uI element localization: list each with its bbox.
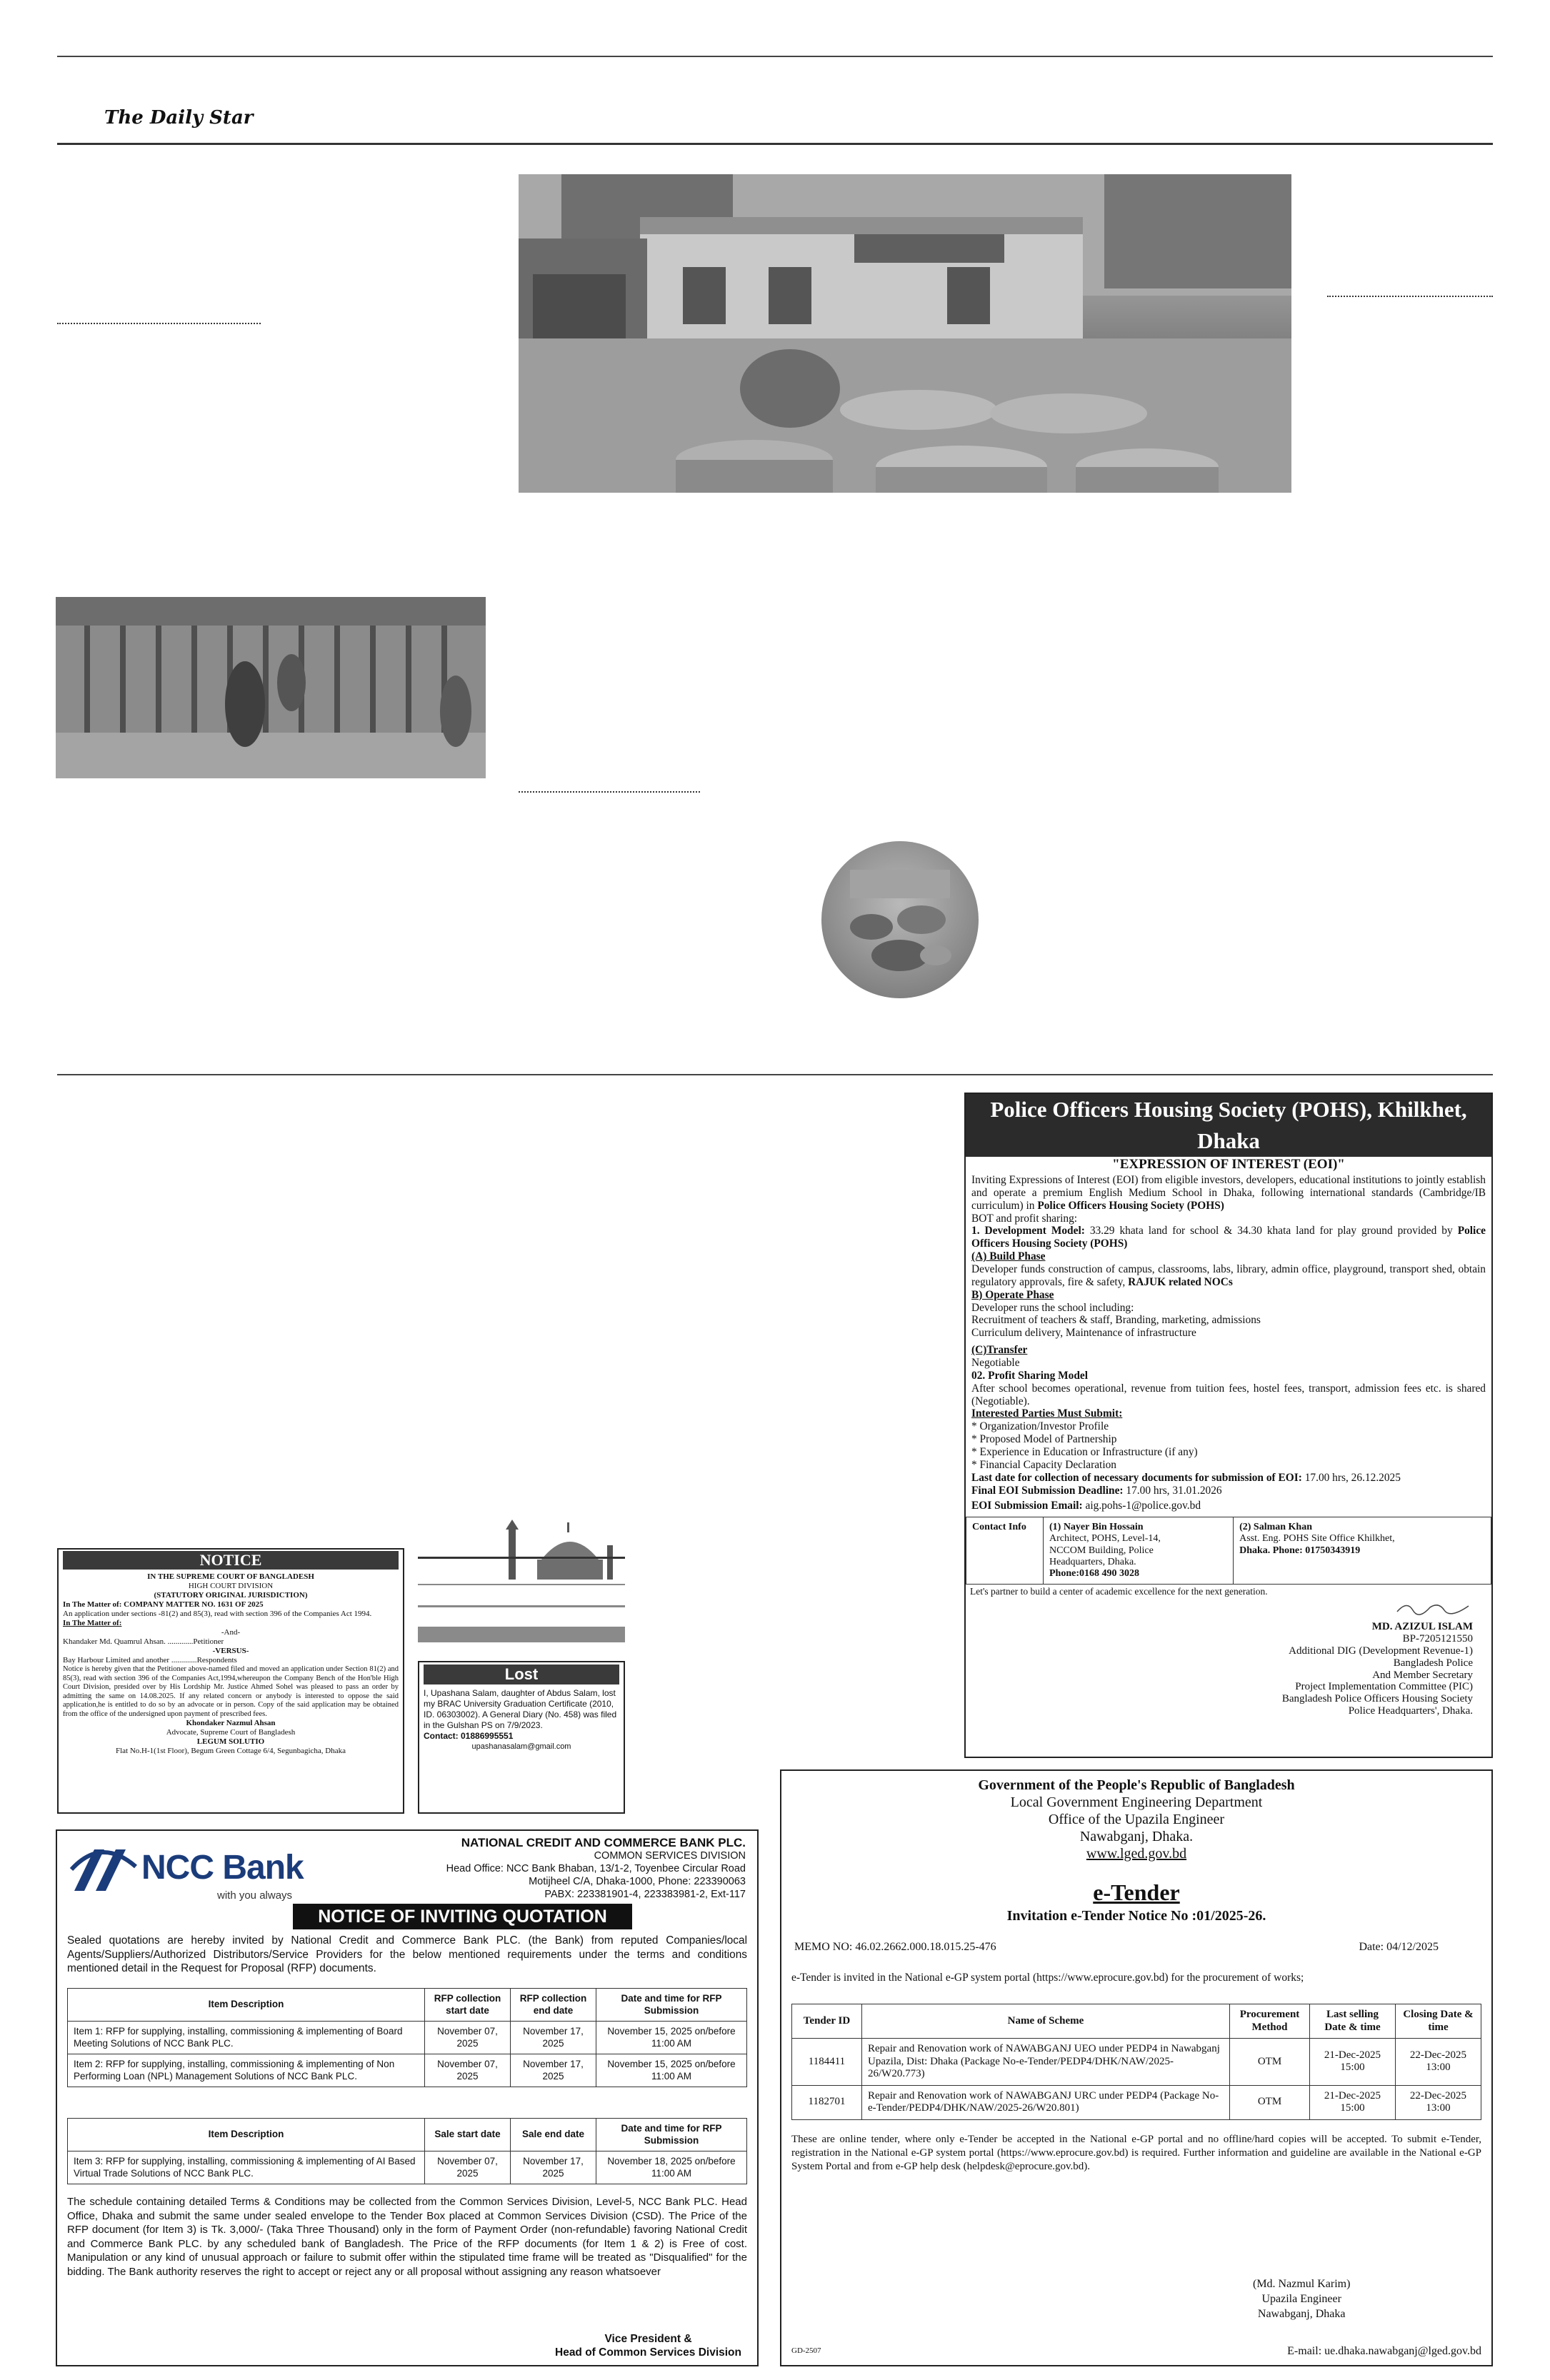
pohs-email-label: EOI Submission Email:: [971, 1500, 1083, 1512]
pohs-dev-text: 33.29 khata land for school & 34.30 khata land for play ground provided by: [1089, 1225, 1453, 1237]
pohs-final-value: 17.00 hrs, 31.01.2026: [1126, 1484, 1222, 1497]
ncc-t1-r1-c1: November 07, 2025: [425, 2054, 511, 2087]
pohs-transfer-text: Negotiable: [971, 1357, 1020, 1370]
pohs-submit-2: * Experience in Education or Infrastructure (if any): [971, 1446, 1198, 1459]
lged-h3: Last selling Date & time: [1310, 2004, 1396, 2039]
pohs-signer-6: Bangladesh Police Officers Housing Society: [1281, 1693, 1473, 1705]
lged-place: Nawabganj, Dhaka.: [1079, 1829, 1194, 1844]
ncc-t1-h1: RFP collection start date: [425, 1989, 511, 2022]
mosque-icon: [499, 1520, 617, 1582]
masthead-rule: [57, 143, 1493, 145]
people-queue-photo: [56, 597, 486, 778]
lged-r1-c0: 1182701: [792, 2085, 862, 2119]
ncc-t1-h2: RFP collection end date: [511, 1989, 596, 2022]
pohs-intro: [971, 1174, 1486, 1212]
pohs-signer-1: BP-7205121550: [1402, 1632, 1473, 1645]
pohs-signer-3: Bangladesh Police: [1393, 1657, 1473, 1669]
lged-h1: Name of Scheme: [862, 2004, 1230, 2039]
pohs-build-text: Developer funds construction of campus, classrooms, labs, library, admin office, playground, transport shed, obtain regulatory approvals, fire & safety,: [971, 1263, 1486, 1288]
pohs-final-label: Final EOI Submission Deadline:: [971, 1484, 1124, 1497]
pohs-signer-2: Additional DIG (Development Revenue-1): [1289, 1645, 1473, 1657]
table-row: [68, 2054, 747, 2087]
pohs-c2-2: Dhaka. Phone: 01750343919: [1239, 1545, 1361, 1556]
lost-notice: [418, 1661, 625, 1814]
ncc-address-2: Motijheel C/A, Dhaka-1000, Phone: 223390063: [529, 1876, 746, 1887]
pohs-signer-4: And Member Secretary: [1372, 1669, 1473, 1681]
pohs-profit-head: 02. Profit Sharing Model: [971, 1369, 1089, 1382]
pohs-operate-head: B) Operate Phase: [971, 1288, 1054, 1301]
table-row: [792, 2085, 1481, 2119]
pohs-submit-head: Interested Parties Must Submit:: [971, 1407, 1123, 1420]
ncc-t1-r1-c0: Item 2: RFP for supplying, installing, commissioning & implementing of Non Performing Loan (NPL) Management Solutions of NCC Bank PLC.: [68, 2054, 425, 2087]
lged-r0-c3: 21-Dec-2025 15:00: [1310, 2039, 1396, 2086]
lged-gov: Government of the People's Republic of Bangladesh: [978, 1777, 1295, 1793]
pohs-submit-0: * Organization/Investor Profile: [971, 1420, 1109, 1433]
court-line-11: Khondaker Nazmul Ahsan: [186, 1719, 276, 1727]
court-line-1: HIGH COURT DIVISION: [188, 1582, 274, 1590]
ncc-t2-h0: Item Description: [68, 2119, 425, 2151]
lged-tender-table: [791, 2004, 1481, 2120]
ncc-sign-2: Head of Common Services Division: [555, 2346, 741, 2359]
court-line-2: (STATUTORY ORIGINAL JURISDICTION): [154, 1591, 308, 1600]
gray-bar-4: [418, 1627, 625, 1642]
court-line-6: -And-: [221, 1628, 241, 1637]
ncc-t2-r0-c3: November 18, 2025 on/before 11:00 AM: [596, 2151, 747, 2184]
court-line-8: -VERSUS-: [212, 1647, 249, 1655]
ncc-brand: NCC Bank: [141, 1849, 304, 1887]
separator-mid: [519, 791, 700, 793]
pohs-dev-model: [971, 1225, 1486, 1250]
ncc-address-1: Head Office: NCC Bank Bhaban, 13/1-2, Toyenbee Circular Road: [446, 1863, 746, 1874]
lged-sign: [1253, 2276, 1350, 2321]
pohs-title: Police Officers Housing Society (POHS), Khilkhet, Dhaka: [966, 1094, 1491, 1157]
pohs-c1-2: NCCOM Building, Police: [1049, 1545, 1154, 1556]
lged-memo: MEMO NO: 46.02.2662.000.18.015.25-476: [794, 1941, 996, 1953]
lged-r0-c2: OTM: [1230, 2039, 1310, 2086]
lged-r0-c0: 1184411: [792, 2039, 862, 2086]
pohs-contact-label: Contact Info: [966, 1517, 1044, 1584]
ncc-t1-h0: Item Description: [68, 1989, 425, 2022]
ncc-sign-1: Vice President &: [604, 2333, 692, 2345]
court-line-5: In The Matter of:: [63, 1619, 122, 1627]
pohs-bot: BOT and profit sharing:: [971, 1212, 1078, 1225]
ncc-logo-icon: [67, 1841, 139, 1901]
pohs-intro-bold: Police Officers Housing Society (POHS): [1037, 1199, 1224, 1212]
pohs-partner-line: Let's partner to build a center of academic excellence for the next generation.: [970, 1585, 1268, 1597]
table-row: [68, 2022, 747, 2054]
pohs-transfer-head: (C)Transfer: [971, 1344, 1028, 1357]
ncc-table-1: [67, 1988, 747, 2087]
pohs-dev-bold: Police Officers Housing Society (POHS): [971, 1225, 1486, 1250]
school-construction-photo: [519, 174, 1291, 493]
lged-email[interactable]: E-mail: ue.dhaka.nawabganj@lged.gov.bd: [1287, 2345, 1481, 2357]
court-line-13: LEGUM SOLUTIO: [196, 1737, 265, 1746]
pohs-build-bold: RAJUK related NOCs: [1128, 1275, 1233, 1288]
pohs-operate-1: Recruitment of teachers & staff, Branding, marketing, admissions: [971, 1314, 1261, 1327]
lost-body: I, Upashana Salam, daughter of Abdus Salam, lost my BRAC University Graduation Certificate (2010, ID. 06303002). A General Diary (No. 458) was filed in the Gulshan PS on 7/9/2023.: [424, 1688, 617, 1730]
ncc-t1-h3: Date and time for RFP Submission: [596, 1989, 747, 2022]
ncc-t1-r0-c1: November 07, 2025: [425, 2022, 511, 2054]
table-row: [792, 2039, 1481, 2086]
ncc-t2-r0-c0: Item 3: RFP for supplying, installing, commissioning & implementing of AI Based Virtual Trade Solutions of NCC Bank PLC.: [68, 2151, 425, 2184]
lged-sign-0: (Md. Nazmul Karim): [1253, 2278, 1351, 2290]
ncc-t2-h1: Sale start date: [425, 2119, 511, 2151]
lged-h4: Closing Date & time: [1396, 2004, 1481, 2039]
ncc-t1-r0-c2: November 17, 2025: [511, 2022, 596, 2054]
pohs-signer-0: MD. AZIZUL ISLAM: [1371, 1620, 1473, 1632]
ncc-bank-name: NATIONAL CREDIT AND COMMERCE BANK PLC.: [461, 1836, 746, 1849]
ncc-t2-h2: Sale end date: [511, 2119, 596, 2151]
ncc-intro: Sealed quotations are hereby invited by National Credit and Commerce Bank PLC. (the Bank) from reputed Companies/local Agents/Suppliers/Authorized Distributors/Service Providers for the below mentioned requirements under the terms and conditions mentioned detail in the Request for Proposal (RFP) documents.: [67, 1934, 747, 1974]
pohs-email-value[interactable]: aig.pohs-1@police.gov.bd: [1085, 1500, 1201, 1512]
ncc-sign: [555, 2332, 741, 2359]
lged-web[interactable]: www.lged.gov.bd: [1086, 1846, 1187, 1862]
pohs-last-date-label: Last date for collection of necessary documents for submission of EOI:: [971, 1471, 1302, 1484]
ncc-division: COMMON SERVICES DIVISION: [594, 1850, 746, 1862]
pohs-operate-2: Curriculum delivery, Maintenance of infrastructure: [971, 1327, 1196, 1340]
mid-page-rule: [57, 1074, 1493, 1075]
pohs-subtitle: "EXPRESSION OF INTEREST (EOI)": [1112, 1157, 1345, 1172]
lost-contact: Contact: 01886995551: [424, 1731, 514, 1741]
ncc-t2-r0-c2: November 17, 2025: [511, 2151, 596, 2184]
pohs-contact-2: [1234, 1517, 1491, 1584]
ncc-t2-r0-c1: November 07, 2025: [425, 2151, 511, 2184]
lged-intro: e-Tender is invited in the National e-GP system portal (https://www.eprocure.gov.bd) for the procurement of works;: [791, 1972, 1304, 1984]
market-circle-photo: [821, 841, 979, 998]
lged-r1-c1: Repair and Renovation work of NAWABGANJ URC under PEDP4 (Package No-e-Tender/PEDP4/DHK/NAW/2025-26/W20.801): [862, 2085, 1230, 2119]
lged-r0-c4: 22-Dec-2025 13:00: [1396, 2039, 1481, 2086]
pohs-final-date: [971, 1485, 1486, 1497]
lged-h2: Procurement Method: [1230, 2004, 1310, 2039]
pohs-operate-0: Developer runs the school including:: [971, 1301, 1134, 1314]
ncc-table-2: [67, 2118, 747, 2184]
pohs-signature-scribble: [1394, 1599, 1473, 1617]
court-line-4: An application under sections -81(2) and 85(3), read with section 396 of the Companies Act 1994.: [63, 1610, 372, 1618]
lged-dept: Local Government Engineering Department: [1010, 1794, 1263, 1810]
ncc-t1-r1-c2: November 17, 2025: [511, 2054, 596, 2087]
court-line-14: Flat No.H-1(1st Floor), Begum Green Cottage 6/4, Segunbagicha, Dhaka: [116, 1747, 346, 1755]
pohs-signer-5: Project Implementation Committee (PIC): [1295, 1681, 1473, 1693]
pohs-email: [971, 1500, 1486, 1512]
pohs-last-date: [971, 1472, 1486, 1485]
court-line-0: IN THE SUPREME COURT OF BANGLADESH: [147, 1572, 314, 1581]
ncc-notice-title: NOTICE OF INVITING QUOTATION: [293, 1904, 632, 1929]
ncc-t1-r0-c0: Item 1: RFP for supplying, installing, commissioning & implementing of Board Meeting Solutions of NCC Bank PLC.: [68, 2022, 425, 2054]
lged-r1-c4: 22-Dec-2025 13:00: [1396, 2085, 1481, 2119]
pohs-last-date-value: 17.00 hrs, 26.12.2025: [1304, 1471, 1401, 1484]
gray-bar-3: [418, 1605, 625, 1607]
pohs-c1-3: Headquarters, Dhaka.: [1049, 1556, 1136, 1567]
pohs-c1-0: (1) Nayer Bin Hossain: [1049, 1522, 1144, 1533]
lged-subtitle: Invitation e-Tender Notice No :01/2025-26.: [1006, 1908, 1266, 1924]
lged-memo-row: [791, 1941, 1481, 1961]
lged-r1-c3: 21-Dec-2025 15:00: [1310, 2085, 1396, 2119]
pohs-build-head: (A) Build Phase: [971, 1250, 1046, 1263]
top-rule: [57, 56, 1493, 57]
lged-h0: Tender ID: [792, 2004, 862, 2039]
pohs-c1-4: Phone:0168 490 3028: [1049, 1567, 1139, 1579]
pohs-submit-3: * Financial Capacity Declaration: [971, 1458, 1116, 1471]
pohs-dev-label: 1. Development Model:: [971, 1225, 1085, 1237]
pohs-build: [971, 1263, 1486, 1289]
pohs-c1-1: Architect, POHS, Level-14,: [1049, 1533, 1161, 1545]
gray-bar-1: [418, 1557, 625, 1559]
lged-title: e-Tender: [1093, 1879, 1180, 1905]
pohs-profit-text: After school becomes operational, revenue from tuition fees, hostel fees, transport, admission fees etc. is shared (Negotiable).: [971, 1382, 1486, 1407]
court-line-10: Notice is hereby given that the Petitioner above-named filed and moved an application under Section 81(2) and 85(3), read with section 396 of the Companies Act,1994,whereupon the Company Bench of the Hon'ble High Court Division, presided over by His Lordship Mr. Justice Ahmed Sohel was pleased to pass an order by admitting the same on 14.08.2025. If any related concern or anybody is interested to oppose the said application,he is entitled to do so by an advocate or in person. Copy of the said application may be obtained from the office of the undersigned upon payment of prescribed fees.: [63, 1665, 399, 1718]
separator-left: [57, 323, 261, 324]
pohs-signature: [966, 1599, 1491, 1717]
court-line-7: Khandaker Md. Quamrul Ahsan. .............Petitioner: [63, 1637, 224, 1646]
ncc-footer-text: The schedule containing detailed Terms & Conditions may be collected from the Common Services Division, Level-5, NCC Bank PLC. Head Office, Dhaka and submit the same under sealed envelope to the Tender Box placed at Common Services Division (CSD). The Price of the RFP document (for Item 3) is Tk. 3,000/- (Taka Three Thousand) only in the form of Payment Order (non-refundable) favoring National Credit and Commerce Bank PLC. by any scheduled bank of Bangladesh. The Price of the RFP documents (for Item 1 & 2) is Free of cost. Manipulation or any kind of unusual approach or failure to submit offer within the stipulated time frame will be treated as "Disqualified" for the bidding. The Bank authority reserves the right to accept or reject any or all proposal without assigning any reason whatsoever: [67, 2196, 747, 2278]
lged-header: [791, 1777, 1481, 1862]
ncc-t2-h3: Date and time for RFP Submission: [596, 2119, 747, 2151]
pohs-c2-0: (2) Salman Khan: [1239, 1522, 1313, 1533]
lged-sign-1: Upazila Engineer: [1261, 2293, 1341, 2305]
lged-r0-c1: Repair and Renovation work of NAWABGANJ UEO under PEDP4 in Nawabganj Upazila, Dist: Dhaka (Package No-e-Tender/PEDP4/DHK/NAW/2025-26/W20.773): [862, 2039, 1230, 2086]
court-line-9: Bay Harbour Limited and another .............Respondents: [63, 1656, 237, 1665]
lged-sign-2: Nawabganj, Dhaka: [1257, 2308, 1346, 2320]
pohs-contact-1: [1044, 1517, 1234, 1584]
lged-date: Date: 04/12/2025: [1359, 1941, 1439, 1953]
lged-footer: These are online tender, where only e-Tender be accepted in the National e-GP portal and no offline/hard copies will be accepted. To submit e-Tender, registration in the National e-GP system portal (https://www.eprocure.gov.bd) is required. Further information and guideline are available in the National e-GP System Portal and from e-GP help desk (helpdesk@eprocure.gov.bd).: [791, 2133, 1481, 2172]
separator-right: [1327, 296, 1493, 297]
ncc-t1-r0-c3: November 15, 2025 on/before 11:00 AM: [596, 2022, 747, 2054]
table-row: [68, 2151, 747, 2184]
lost-heading: Lost: [424, 1665, 619, 1684]
pohs-signer-7: Police Headquarters', Dhaka.: [1348, 1705, 1473, 1717]
ncc-t1-r1-c3: November 15, 2025 on/before 11:00 AM: [596, 2054, 747, 2087]
masthead-logo: The Daily Star: [104, 107, 254, 129]
lged-r1-c2: OTM: [1230, 2085, 1310, 2119]
court-line-3: In The Matter of: COMPANY MATTER NO. 1631 OF 2025: [63, 1600, 264, 1609]
pohs-c2-1: Asst. Eng. POHS Site Office Khilkhet,: [1239, 1533, 1395, 1545]
court-notice: [57, 1548, 404, 1814]
pohs-intro-text: Inviting Expressions of Interest (EOI) from eligible investors, developers, educational institutions to jointly establish and operate a premium English Medium School in Dhaka, following international standards (Cambridge/IB curriculum) in: [971, 1174, 1486, 1212]
pohs-contact-table: [966, 1517, 1491, 1584]
ncc-header: [446, 1837, 746, 1901]
lged-office: Office of the Upazila Engineer: [1048, 1812, 1225, 1827]
gray-bar-2: [418, 1584, 625, 1585]
ncc-address-3: PABX: 223381901-4, 223383981-2, Ext-117: [544, 1889, 746, 1900]
ncc-logo: [67, 1838, 324, 1909]
court-notice-heading: NOTICE: [63, 1551, 399, 1570]
pohs-eoi-ad: [964, 1093, 1493, 1758]
court-line-12: Advocate, Supreme Court of Bangladesh: [166, 1728, 296, 1737]
lged-code: GD-2507: [791, 2346, 821, 2355]
pohs-submit-1: * Proposed Model of Partnership: [971, 1433, 1117, 1446]
ncc-bank-ad: [56, 1829, 759, 2366]
ncc-tagline: with you always: [217, 1889, 293, 1902]
lged-etender-ad: [780, 1769, 1493, 2366]
lost-email: upashanasalam@gmail.com: [471, 1742, 571, 1751]
